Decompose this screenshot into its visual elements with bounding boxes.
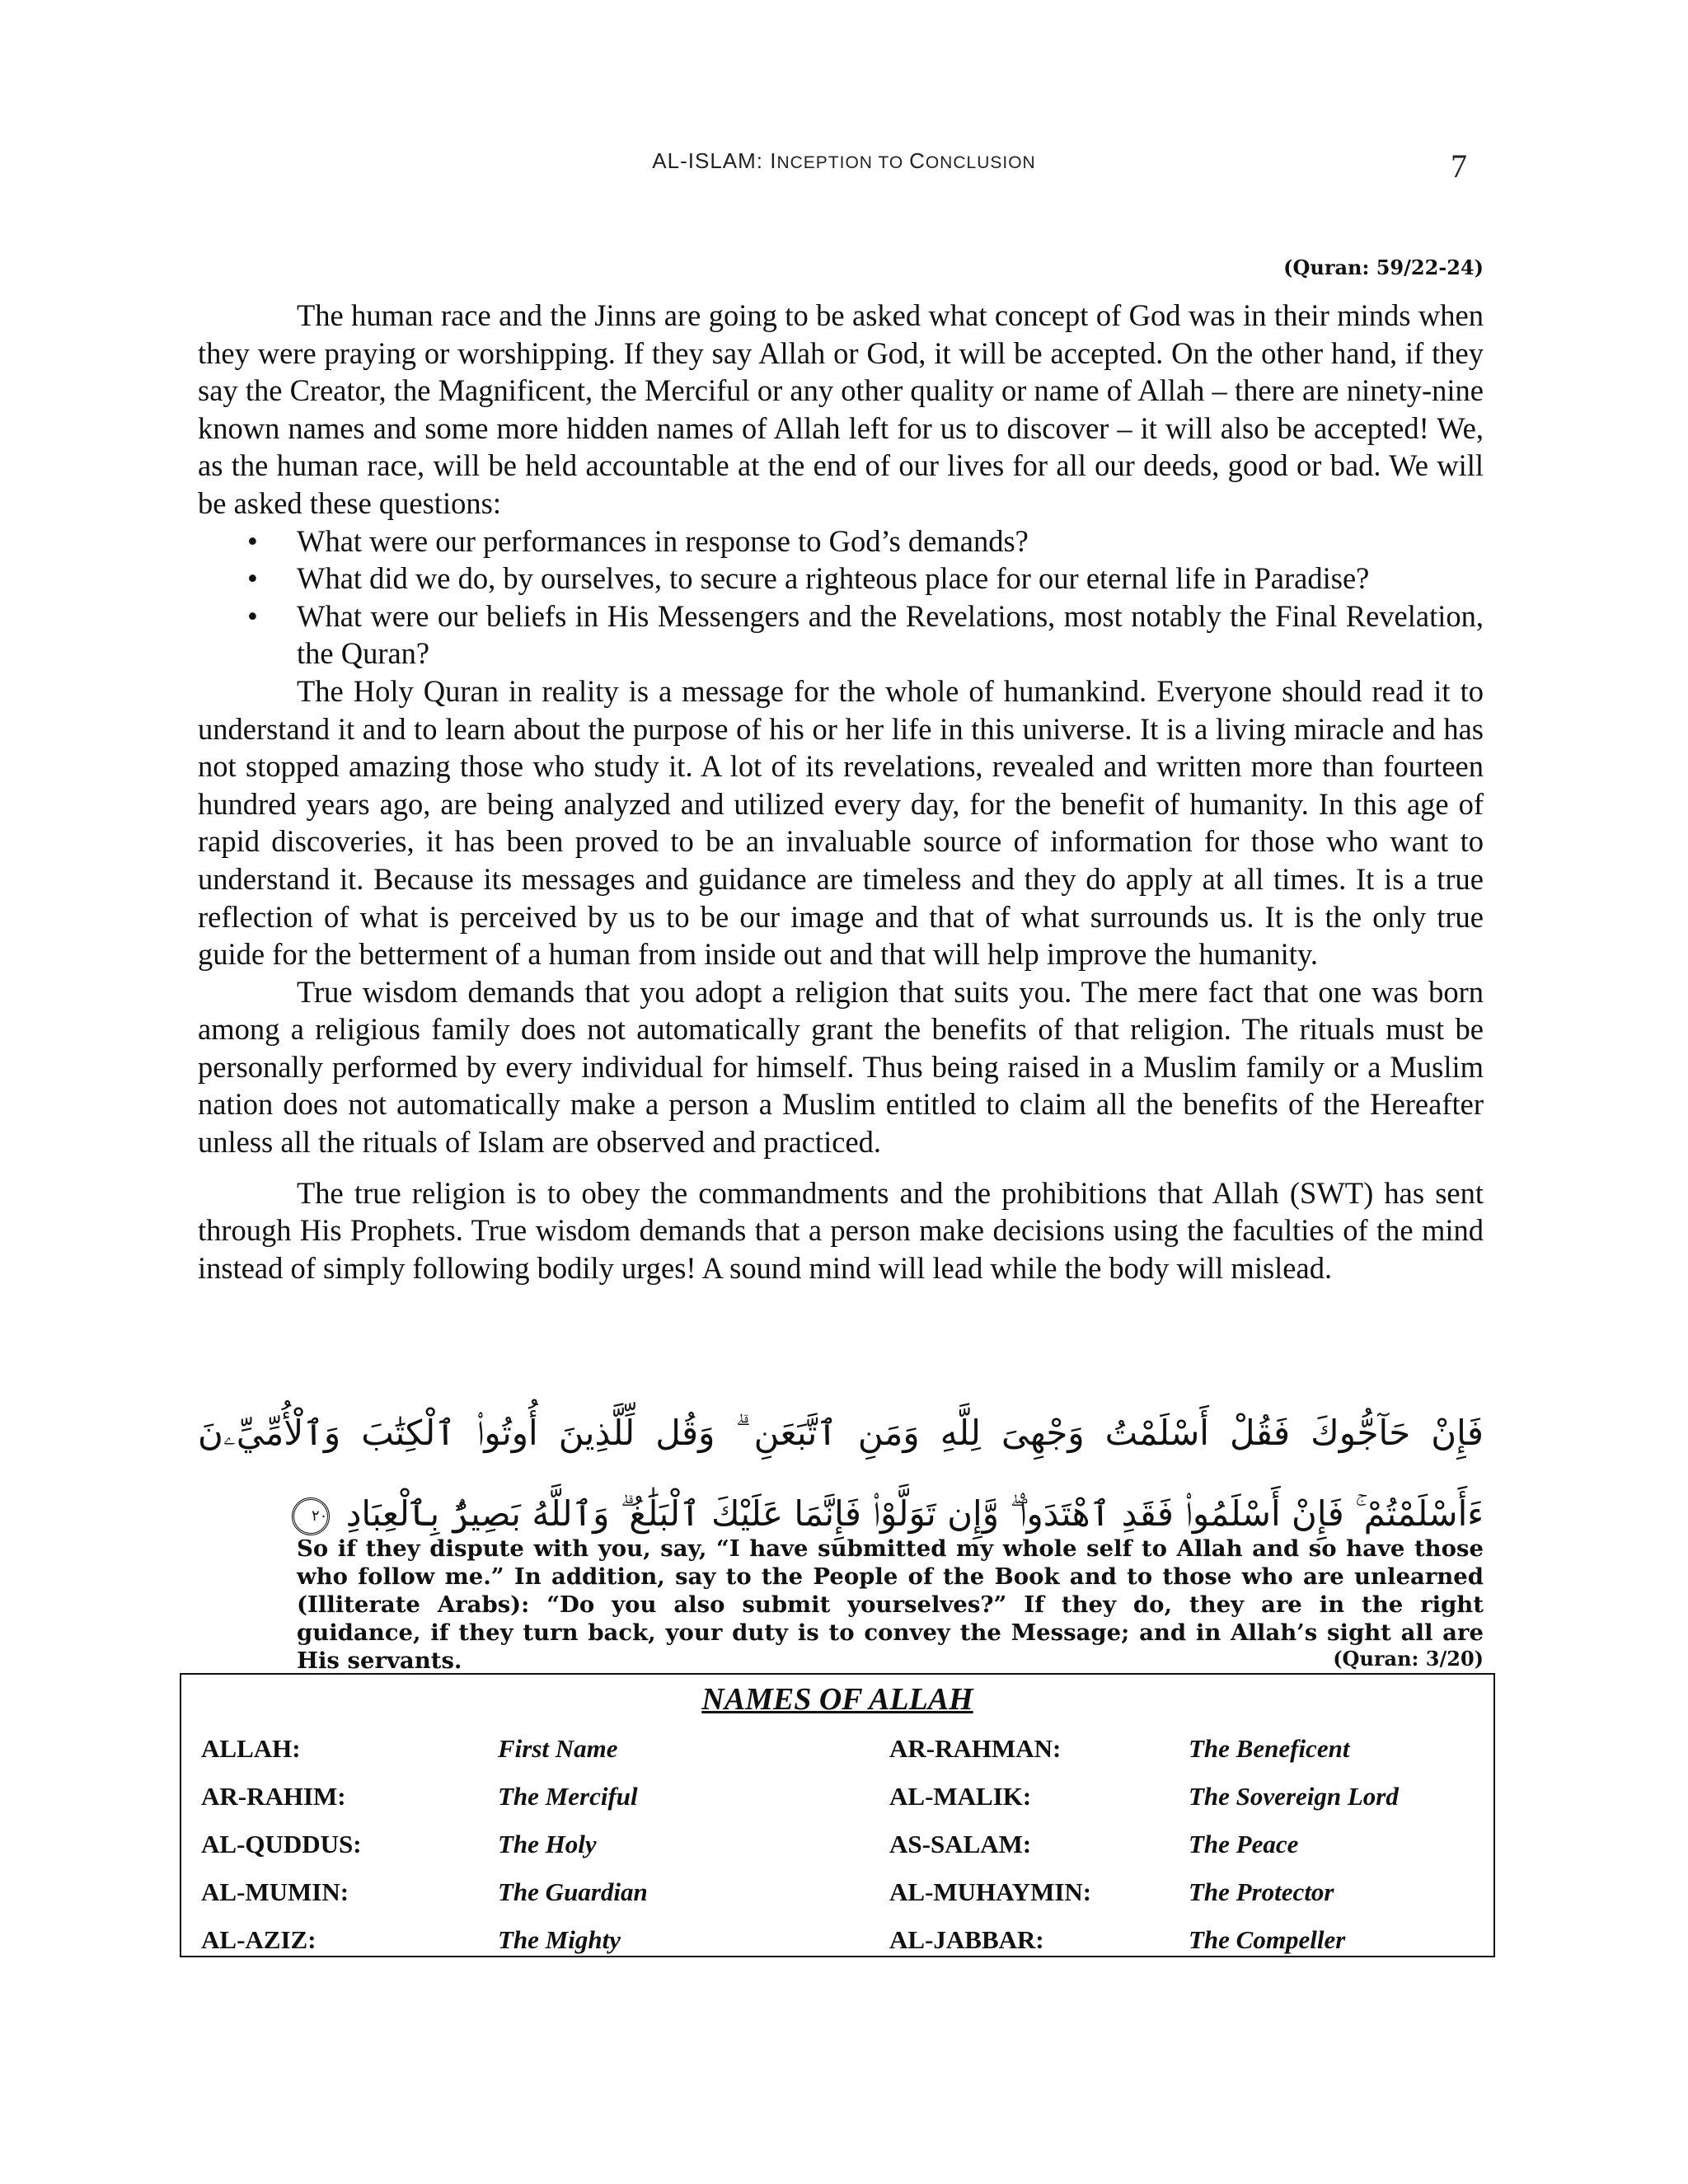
- body-text: [198, 297, 1484, 1286]
- name-cell: AL-MUHAYMIN:: [889, 1877, 1092, 1906]
- table-row: [201, 1877, 1487, 1925]
- name-cell: AR-RAHIM:: [201, 1782, 346, 1811]
- table-row: [201, 1782, 1487, 1830]
- name-cell: AL-MALIK:: [889, 1782, 1032, 1811]
- running-head: [0, 148, 1688, 174]
- citation-top: (Quran: 59/22-24): [1283, 255, 1484, 279]
- running-head-i: I: [770, 148, 777, 173]
- name-cell: AL-AZIZ:: [201, 1925, 316, 1954]
- table-row: [201, 1925, 1487, 1973]
- paragraph-2: The Holy Quran in reality is a message for the whole of humankind. Everyone should read it to understand it and to learn about the purpose of his or her life in this universe. It is a living miracle and has not stopped amazing those who study it. A lot of its revelations, revealed and written more than fourteen hundred years ago, are being analyzed and utilized every day, for the benefit of humanity. In this age of rapid discoveries, it has been proved to be an invaluable source of information for those who want to understand it. Because its messages and guidance are timeless and they do apply at all times. It is a true reflection of what is perceived by us to be our image and that of what surrounds us. It is the only true guide for the betterment of a human from inside out and that will help improve the humanity.: [198, 673, 1484, 972]
- page-number: 7: [1451, 148, 1467, 185]
- ayah-number-icon: ٢٠: [292, 1497, 330, 1535]
- list-item-text: What were our beliefs in His Messengers and the Revelations, most notably the Final Revelation, the Quran?: [297, 598, 1484, 671]
- running-head-onclusion: ONCLUSION: [925, 153, 1036, 172]
- meaning-cell: The Protector: [1189, 1877, 1334, 1906]
- name-cell: AL-JABBAR:: [889, 1925, 1044, 1954]
- names-of-allah-box: [180, 1673, 1495, 1957]
- names-box-title: NAMES OF ALLAH: [701, 1682, 973, 1717]
- bullet-icon: •: [247, 523, 258, 558]
- question-list: [198, 523, 1484, 673]
- meaning-cell: The Mighty: [498, 1925, 621, 1954]
- meaning-cell: The Merciful: [498, 1782, 638, 1811]
- table-row: [201, 1734, 1487, 1782]
- meaning-cell: First Name: [498, 1734, 618, 1763]
- list-item-text: What were our performances in response to God’s demands?: [297, 523, 1029, 558]
- meaning-cell: The Beneficent: [1189, 1734, 1350, 1763]
- meaning-cell: The Guardian: [498, 1877, 648, 1906]
- running-head-prefix: AL-ISLAM:: [652, 148, 771, 173]
- list-item: [198, 560, 1484, 598]
- list-item: [198, 523, 1484, 560]
- name-cell: ALLAH:: [201, 1734, 301, 1763]
- meaning-cell: The Holy: [498, 1830, 597, 1858]
- arabic-verse-text: فَإِنْ حَآجُّوكَ فَقُلْ أَسْلَمْتُ وَجْهِىَ لِلَّهِ وَمَنِ ٱتَّبَعَنِ ۗ وَقُل لِّلَّذِينَ أُوتُوا۟ ٱلْكِتَٰبَ وَٱلْأُمِّيِّۦنَ ءَأَسْلَمْتُمْ ۚ فَإِنْ أَسْلَمُوا۟ فَقَدِ ٱهْتَدَوا۟ ۖ وَّإِن تَوَلَّوْا۟ فَإِنَّمَا عَلَيْكَ ٱلْبَلَٰغُ ۗ وَٱللَّهُ بَصِيرٌۢ بِٱلْعِبَادِ: [198, 1413, 1484, 1534]
- name-cell: AS-SALAM:: [889, 1830, 1032, 1858]
- meaning-cell: The Sovereign Lord: [1189, 1782, 1399, 1811]
- paragraph-4: The true religion is to obey the commandments and the prohibitions that Allah (SWT) has sent through His Prophets. True wisdom demands that a person make decisions using the faculties of the mind instead of simply following bodily urges! A sound mind will lead while the body will mislead.: [198, 1175, 1484, 1285]
- verse-translation: So if they dispute with you, say, “I have submitted my whole self to Allah and so have those who follow me.” In addition, say to the People of the Book and to those who are unlearned (Illiterate Arabs): “Do you also submit yourselves?” If they do, they are in the right guidance, if they turn back, your duty is to convey the Message; and in Allah’s sight all are His servants.: [297, 1535, 1484, 1674]
- name-cell: AL-QUDDUS:: [201, 1830, 362, 1858]
- list-item-text: What did we do, by ourselves, to secure a righteous place for our eternal life in Paradise?: [297, 561, 1370, 596]
- name-cell: AR-RAHMAN:: [889, 1734, 1062, 1763]
- running-head-c: C: [909, 148, 926, 173]
- meaning-cell: The Peace: [1189, 1830, 1299, 1858]
- name-cell: AL-MUMIN:: [201, 1877, 349, 1906]
- meaning-cell: The Compeller: [1189, 1925, 1346, 1954]
- table-row: [201, 1830, 1487, 1877]
- citation-bottom: (Quran: 3/20): [1333, 1647, 1484, 1671]
- list-item: [198, 598, 1484, 673]
- names-table: [201, 1734, 1487, 1973]
- bullet-icon: •: [247, 598, 258, 633]
- paragraph-3: True wisdom demands that you adopt a religion that suits you. The mere fact that one was born among a religious family does not automatically grant the benefits of that religion. The rituals must be personally performed by every individual for himself. Thus being raised in a Muslim family or a Muslim nation does not automatically make a person a Muslim entitled to claim all the benefits of the Hereafter unless all the rituals of Islam are observed and practiced.: [198, 974, 1484, 1160]
- arabic-verse: [198, 1393, 1484, 1554]
- running-head-nception: NCEPTION TO: [776, 153, 910, 172]
- paragraph-1: The human race and the Jinns are going to be asked what concept of God was in their minds when they were praying or worshipping. If they say Allah or God, it will be accepted. On the other hand, if they say the Creator, the Magnificent, the Merciful or any other quality or name of Allah – there are ninety-nine known names and some more hidden names of Allah left for us to discover – it will also be accepted! We, as the human race, will be held accountable at the end of our lives for all our deeds, good or bad. We will be asked these questions:: [198, 298, 1484, 520]
- bullet-icon: •: [247, 561, 258, 596]
